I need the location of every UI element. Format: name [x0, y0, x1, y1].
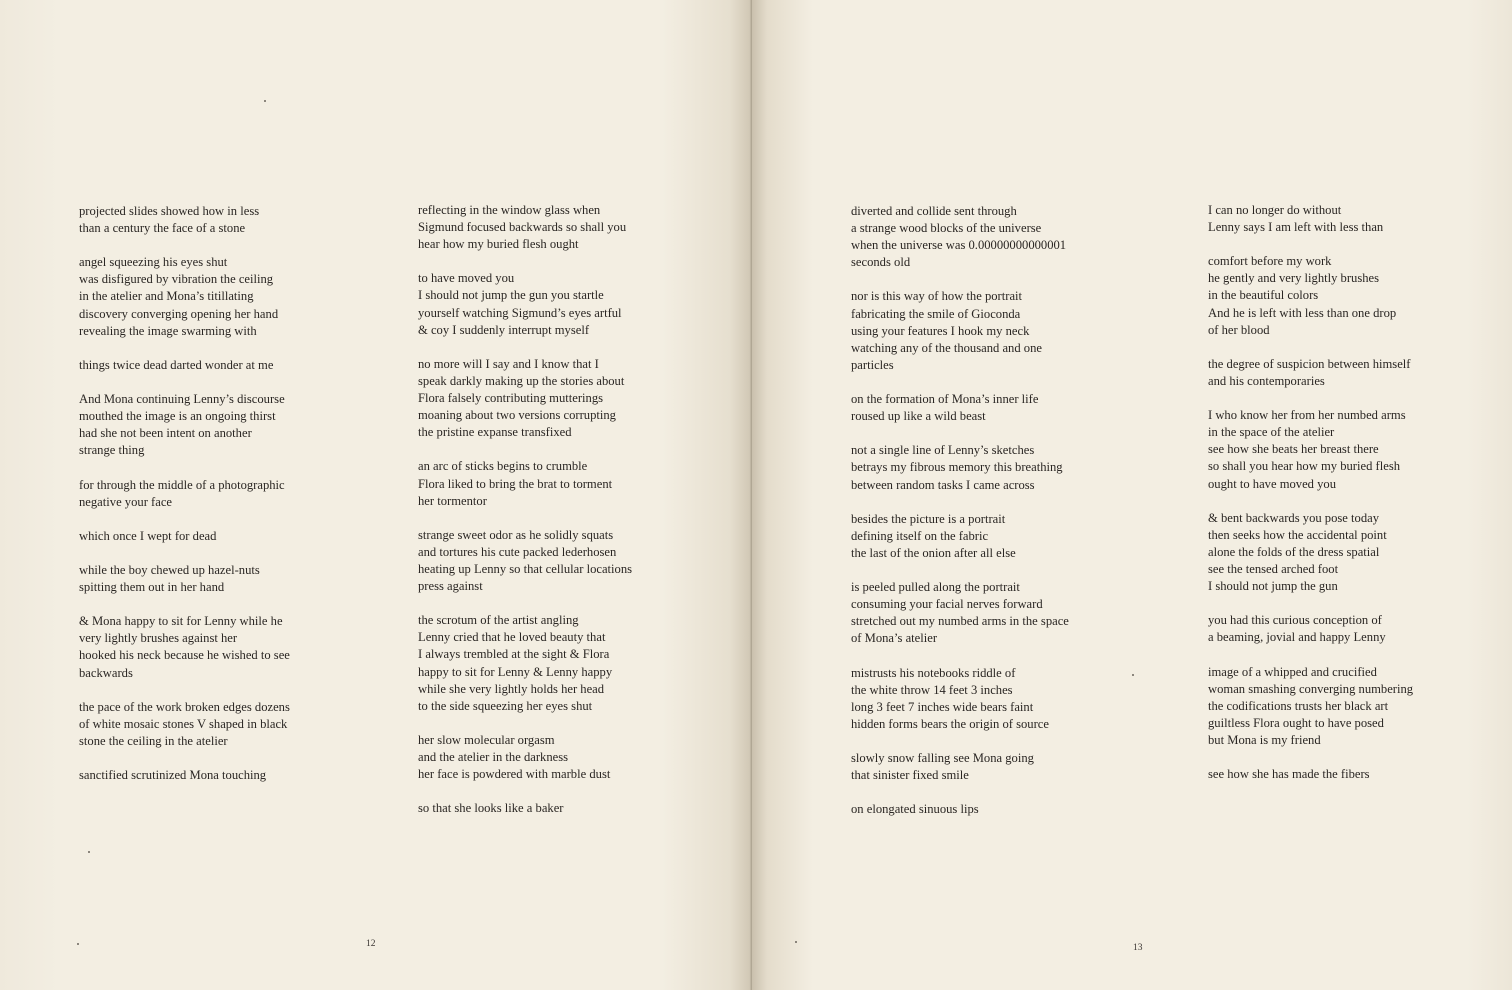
poem-line: than a century the face of a stone	[79, 221, 246, 236]
poem-line: I who know her from her numbed arms	[1208, 408, 1406, 423]
poem-stanza	[1208, 407, 1413, 492]
poem-line: besides the picture is a portrait	[851, 511, 1006, 526]
poem-stanza	[851, 203, 1069, 271]
poem-stanza	[851, 579, 1069, 647]
right-page	[752, 0, 1512, 990]
poem-line: moaning about two versions corrupting	[418, 408, 616, 423]
page-number: 12	[366, 939, 376, 949]
poem-stanza	[418, 356, 632, 441]
poem-line: discovery converging opening her hand	[79, 306, 279, 321]
poem-stanza	[418, 612, 632, 715]
poem-line: Sigmund focused backwards so shall you	[418, 220, 627, 235]
poem-line: an arc of sticks begins to crumble	[418, 459, 588, 474]
poem-line: of Mona’s atelier	[851, 631, 938, 646]
poem-line: using your features I hook my neck	[851, 323, 1030, 338]
poem-line: on the formation of Mona’s inner life	[851, 392, 1039, 407]
poem-stanza	[418, 527, 632, 595]
poem-stanza	[1208, 510, 1413, 595]
poem-line: her tormentor	[418, 493, 487, 508]
paper-speck	[1132, 674, 1134, 676]
poem-line: but Mona is my friend	[1208, 732, 1321, 747]
poem-line: seconds old	[851, 255, 911, 270]
poem-line: in the beautiful colors	[1208, 288, 1319, 303]
poem-stanza	[79, 528, 290, 545]
poem-line: hear how my buried flesh ought	[418, 237, 579, 252]
poem-line: & Mona happy to sit for Lenny while he	[79, 614, 283, 629]
poem-line: long 3 feet 7 inches wide bears faint	[851, 699, 1034, 714]
poem-line: then seeks how the accidental point	[1208, 527, 1387, 542]
poem-line: things twice dead darted wonder at me	[79, 357, 274, 372]
poem-line: And Mona continuing Lenny’s discourse	[79, 392, 285, 407]
poem-line: is peeled pulled along the portrait	[851, 580, 1020, 595]
poem-line: ought to have moved you	[1208, 476, 1337, 491]
poem-line: mistrusts his notebooks riddle of	[851, 665, 1016, 680]
poem-stanza	[851, 750, 1069, 784]
poem-stanza	[418, 270, 632, 338]
poem-line: betrays my fibrous memory this breathing	[851, 460, 1063, 475]
right-page-column-2	[1208, 202, 1413, 800]
poem-stanza	[1208, 356, 1413, 390]
poem-line: particles	[851, 357, 894, 372]
page-number: 13	[1133, 943, 1143, 953]
poem-line: I should not jump the gun you startle	[418, 288, 604, 303]
poem-stanza	[418, 202, 632, 253]
poem-stanza	[1208, 766, 1413, 783]
paper-speck	[77, 943, 79, 945]
paper-speck	[88, 851, 90, 853]
poem-line: hooked his neck because he wished to see	[79, 648, 290, 663]
right-page-column-1	[851, 203, 1069, 835]
poem-line: roused up like a wild beast	[851, 409, 986, 424]
poem-line: to the side squeezing her eyes shut	[418, 698, 593, 713]
left-page-column-1	[79, 203, 290, 801]
poem-line: to have moved you	[418, 271, 515, 286]
poem-line: & coy I suddenly interrupt myself	[418, 322, 590, 337]
poem-stanza	[79, 203, 290, 237]
poem-stanza	[851, 391, 1069, 425]
poem-line: Flora falsely contributing mutterings	[418, 391, 604, 406]
poem-stanza	[79, 562, 290, 596]
poem-line: a strange wood blocks of the universe	[851, 221, 1042, 236]
poem-line: the codifications trusts her black art	[1208, 698, 1389, 713]
left-page-column-2	[418, 202, 632, 834]
poem-line: image of a whipped and crucified	[1208, 664, 1377, 679]
poem-line: her face is powdered with marble dust	[418, 767, 611, 782]
poem-line: had she not been intent on another	[79, 426, 252, 441]
poem-line: the degree of suspicion between himself	[1208, 356, 1411, 371]
poem-stanza	[1208, 612, 1413, 646]
poem-line: defining itself on the fabric	[851, 528, 989, 543]
poem-line: Lenny says I am left with less than	[1208, 220, 1384, 235]
poem-stanza	[79, 767, 290, 784]
poem-stanza	[1208, 202, 1413, 236]
poem-line: you had this curious conception of	[1208, 613, 1382, 628]
poem-line: guiltless Flora ought to have posed	[1208, 715, 1384, 730]
poem-stanza	[1208, 253, 1413, 338]
poem-line: comfort before my work	[1208, 254, 1332, 269]
poem-line: her slow molecular orgasm	[418, 732, 555, 747]
poem-line: hidden forms bears the origin of source	[851, 716, 1049, 731]
poem-line: Flora liked to bring the brat to torment	[418, 476, 613, 491]
poem-stanza	[851, 511, 1069, 562]
poem-line: the last of the onion after all else	[851, 545, 1016, 560]
poem-line: between random tasks I came across	[851, 477, 1035, 492]
paper-speck	[795, 941, 797, 943]
poem-line: I can no longer do without	[1208, 203, 1342, 217]
poem-line: the scrotum of the artist angling	[418, 613, 579, 628]
poem-stanza	[79, 391, 290, 459]
poem-line: stone the ceiling in the atelier	[79, 733, 228, 748]
poem-line: that sinister fixed smile	[851, 768, 969, 783]
poem-line: backwards	[79, 665, 133, 680]
poem-line: alone the folds of the dress spatial	[1208, 544, 1380, 559]
poem-line: was disfigured by vibration the ceiling	[79, 272, 274, 287]
poem-line: strange sweet odor as he solidly squats	[418, 527, 614, 542]
poem-line: when the universe was 0.00000000000001	[851, 238, 1067, 253]
poem-line: revealing the image swarming with	[79, 323, 257, 338]
poem-line: in the atelier and Mona’s titillating	[79, 289, 254, 304]
poem-line: I always trembled at the sight & Flora	[418, 647, 610, 662]
poem-stanza	[79, 613, 290, 681]
poem-line: the pristine expanse transfixed	[418, 425, 572, 440]
poem-line: the pace of the work broken edges dozens	[79, 699, 290, 714]
poem-line: see how she has made the fibers	[1208, 767, 1370, 782]
poem-line: for through the middle of a photographic	[79, 477, 285, 492]
poem-line: Lenny cried that he loved beauty that	[418, 630, 606, 645]
poem-line: in the space of the atelier	[1208, 425, 1335, 440]
left-page	[0, 0, 752, 990]
poem-line: diverted and collide sent through	[851, 204, 1017, 218]
poem-line: fabricating the smile of Gioconda	[851, 306, 1021, 321]
poem-line: the white throw 14 feet 3 inches	[851, 682, 1013, 697]
poem-line: not a single line of Lenny’s sketches	[851, 443, 1035, 458]
poem-line: and tortures his cute packed lederhosen	[418, 544, 617, 559]
poem-line: which once I wept for dead	[79, 528, 217, 543]
poem-line: he gently and very lightly brushes	[1208, 271, 1380, 286]
poem-line: heating up Lenny so that cellular locations	[418, 561, 633, 576]
poem-line: while the boy chewed up hazel-nuts	[79, 562, 260, 577]
poem-line: very lightly brushes against her	[79, 631, 238, 646]
poem-line: projected slides showed how in less	[79, 204, 260, 218]
poem-line: no more will I say and I know that I	[418, 356, 599, 371]
poem-line: & bent backwards you pose today	[1208, 510, 1380, 525]
poem-line: see the tensed arched foot	[1208, 561, 1339, 576]
poem-stanza	[851, 665, 1069, 733]
poem-line: spitting them out in her hand	[79, 580, 225, 595]
poem-line: press against	[418, 579, 483, 594]
poem-line: consuming your facial nerves forward	[851, 597, 1043, 612]
paper-speck	[264, 100, 266, 102]
poem-stanza	[851, 442, 1069, 493]
poem-line: a beaming, jovial and happy Lenny	[1208, 630, 1386, 645]
poem-line: reflecting in the window glass when	[418, 203, 601, 217]
poem-stanza	[79, 357, 290, 374]
poem-stanza	[418, 732, 632, 783]
poem-line: And he is left with less than one drop	[1208, 305, 1397, 320]
poem-stanza	[418, 800, 632, 817]
poem-line: angel squeezing his eyes shut	[79, 255, 228, 270]
poem-line: watching any of the thousand and one	[851, 340, 1042, 355]
poem-line: yourself watching Sigmund’s eyes artful	[418, 305, 622, 320]
poem-line: see how she beats her breast there	[1208, 442, 1379, 457]
poem-line: so that she looks like a baker	[418, 801, 564, 816]
poem-line: woman smashing converging numbering	[1208, 681, 1414, 696]
poem-stanza	[851, 801, 1069, 818]
poem-line: negative your face	[79, 494, 173, 509]
poem-line: speak darkly making up the stories about	[418, 373, 625, 388]
poem-stanza	[79, 477, 290, 511]
poem-stanza	[79, 699, 290, 750]
poem-line: sanctified scrutinized Mona touching	[79, 768, 267, 783]
poem-line: and his contemporaries	[1208, 373, 1325, 388]
poem-line: nor is this way of how the portrait	[851, 289, 1023, 304]
poem-line: I should not jump the gun	[1208, 579, 1338, 594]
poem-line: on elongated sinuous lips	[851, 802, 979, 817]
poem-line: mouthed the image is an ongoing thirst	[79, 409, 276, 424]
poem-line: while she very lightly holds her head	[418, 681, 605, 696]
poem-line: strange thing	[79, 443, 145, 458]
poem-stanza	[851, 288, 1069, 373]
poem-line: of her blood	[1208, 322, 1270, 337]
poem-stanza	[79, 254, 290, 339]
poem-stanza	[1208, 664, 1413, 749]
poem-line: happy to sit for Lenny & Lenny happy	[418, 664, 613, 679]
poem-stanza	[418, 458, 632, 509]
poem-line: stretched out my numbed arms in the space	[851, 614, 1069, 629]
poem-line: slowly snow falling see Mona going	[851, 751, 1034, 765]
poem-line: and the atelier in the darkness	[418, 750, 569, 764]
poem-line: so shall you hear how my buried flesh	[1208, 459, 1401, 474]
poem-line: of white mosaic stones V shaped in black	[79, 716, 288, 731]
